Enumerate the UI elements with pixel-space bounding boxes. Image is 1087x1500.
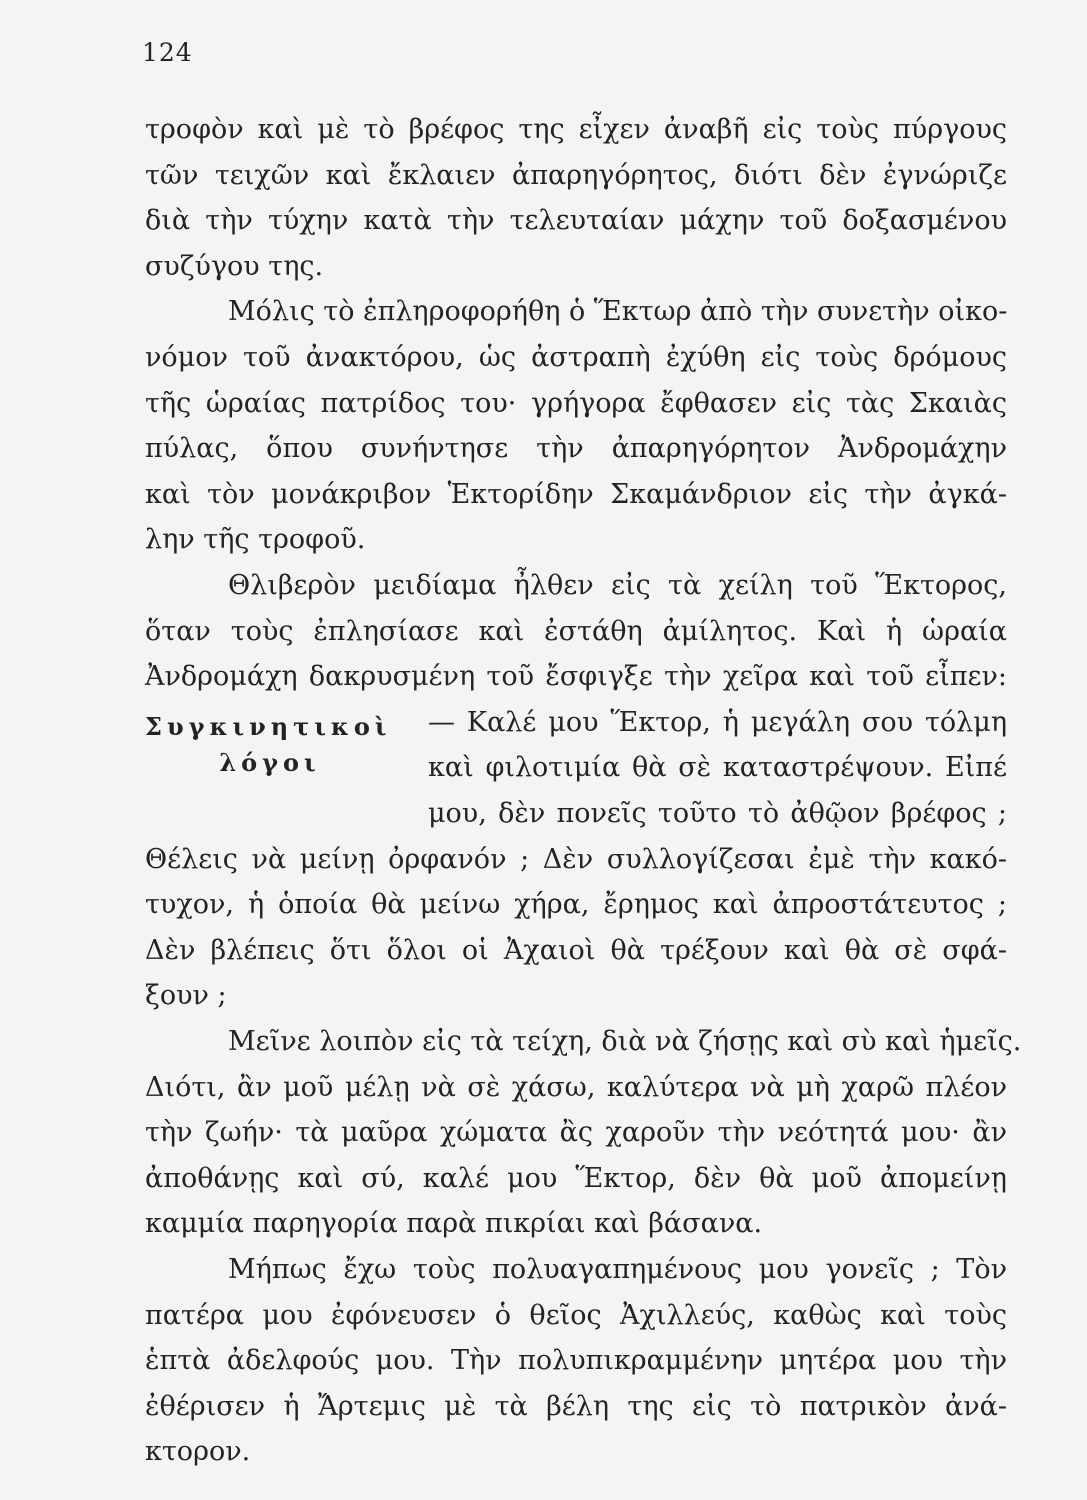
- text-line: τὴν ζωήν· τὰ μαῦρα χώματα ἂς χαροῦν τὴν νεότητά μου· ἂν: [145, 1117, 1007, 1149]
- text-line: καὶ τὸν μονάκριβον Ἑκτορίδην Σκαμάνδριον εἰς τὴν ἀγκά-: [145, 478, 1007, 510]
- dialogue-first-line: — Καλέ μου Ἕκτορ, ἡ μεγάλη σου τόλμη: [428, 706, 1007, 738]
- text-line: τυχον, ἡ ὁποία θὰ μείνω χήρα, ἔρημος καὶ ἀπροστάτευτος ;: [145, 889, 1007, 921]
- text-line: Δὲν βλέπεις ὅτι ὅλοι οἱ Ἀχαιοὶ θὰ τρέξουν καὶ θὰ σὲ σφά-: [145, 934, 1007, 966]
- margin-note-line: λόγοι: [219, 747, 321, 777]
- text-line: πύλας, ὅπου συνήντησε τὴν ἀπαρηγόρητον Ἀνδρομάχην: [145, 433, 1007, 465]
- text-line: Θέλεις νὰ μείνῃ ὀρφανόν ; Δὲν συλλογίζεσαι ἐμὲ τὴν κακό-: [145, 843, 1007, 875]
- margin-note: [145, 709, 395, 781]
- text-line: τροφὸν καὶ μὲ τὸ βρέφος της εἶχεν ἀναβῆ εἰς τοὺς πύργους: [145, 114, 1007, 145]
- text-line: τῶν τειχῶν καὶ ἔκλαιεν ἀπαρηγόρητος, διότι δὲν ἐγνώριζε: [145, 159, 1007, 191]
- text-line: πατέρα μου ἐφόνευσεν ὁ θεῖος Ἀχιλλεύς, καθὼς καὶ τοὺς: [145, 1299, 1007, 1331]
- text-line: διὰ τὴν τύχην κατὰ τὴν τελευταίαν μάχην τοῦ δοξασμένου: [145, 205, 1007, 237]
- text-line: ἑπτὰ ἀδελφούς μου. Τὴν πολυπικραμμένην μητέρα μου τὴν: [145, 1345, 1007, 1377]
- text-line: ὅταν τοὺς ἐπλησίασε καὶ ἐστάθη ἀμίλητος. Καὶ ἡ ὡραία: [145, 615, 1007, 647]
- text-line: μου, δὲν πονεῖς τοῦτο τὸ ἀθῷον βρέφος ;: [428, 798, 1007, 829]
- paragraph-first-line: Μόλις τὸ ἐπληροφορήθη ὁ Ἕκτωρ ἀπὸ τὴν συνετὴν οἰκο-: [228, 296, 1008, 328]
- text-line: Διότι, ἂν μοῦ μέλῃ νὰ σὲ χάσω, καλύτερα νὰ μὴ χαρῶ πλέον: [145, 1071, 1007, 1103]
- paragraph-first-line: Μήπως ἔχω τοὺς πολυαγαπημένους μου γονεῖς ; Τὸν: [228, 1254, 1007, 1285]
- paragraph-first-line: Μεῖνε λοιπὸν εἰς τὰ τείχη, διὰ νὰ ζήσῃς καὶ σὺ καὶ ἡμεῖς.: [228, 1026, 1022, 1057]
- text-line: ἐθέρισεν ἡ Ἄρτεμις μὲ τὰ βέλη της εἰς τὸ πατρικὸν ἀνά-: [145, 1390, 1007, 1422]
- text-line: ξουν ;: [145, 980, 227, 1012]
- text-line: συζύγου της.: [145, 250, 324, 282]
- text-line: λην τῆς τροφοῦ.: [145, 524, 366, 556]
- text-line: νόμον τοῦ ἀνακτόρου, ὡς ἀστραπὴ ἐχύθη εἰς τοὺς δρόμους: [145, 342, 1007, 373]
- margin-note-line: Συγκινητικοὶ: [145, 711, 392, 741]
- text-line: ἀποθάνῃς καὶ σύ, καλέ μου Ἕκτορ, δὲν θὰ μοῦ ἀπομείνῃ: [145, 1162, 1007, 1194]
- text-line: τῆς ὡραίας πατρίδος του· γρήγορα ἔφθασεν εἰς τὰς Σκαιὰς: [145, 387, 1007, 419]
- text-line: καμμία παρηγορία παρὰ πικρίαι καὶ βάσανα.: [145, 1208, 763, 1240]
- page-number: 124: [142, 38, 193, 67]
- paragraph-first-line: Θλιβερὸν μειδίαμα ἦλθεν εἰς τὰ χείλη τοῦ Ἕκτορος,: [228, 570, 1007, 601]
- text-line: Ἀνδρομάχη δακρυσμένη τοῦ ἔσφιγξε τὴν χεῖρα καὶ τοῦ εἶπεν:: [145, 661, 1007, 693]
- text-line: καὶ φιλοτιμία θὰ σὲ καταστρέψουν. Εἰπέ: [428, 752, 1007, 784]
- text-line: κτορον.: [145, 1436, 251, 1468]
